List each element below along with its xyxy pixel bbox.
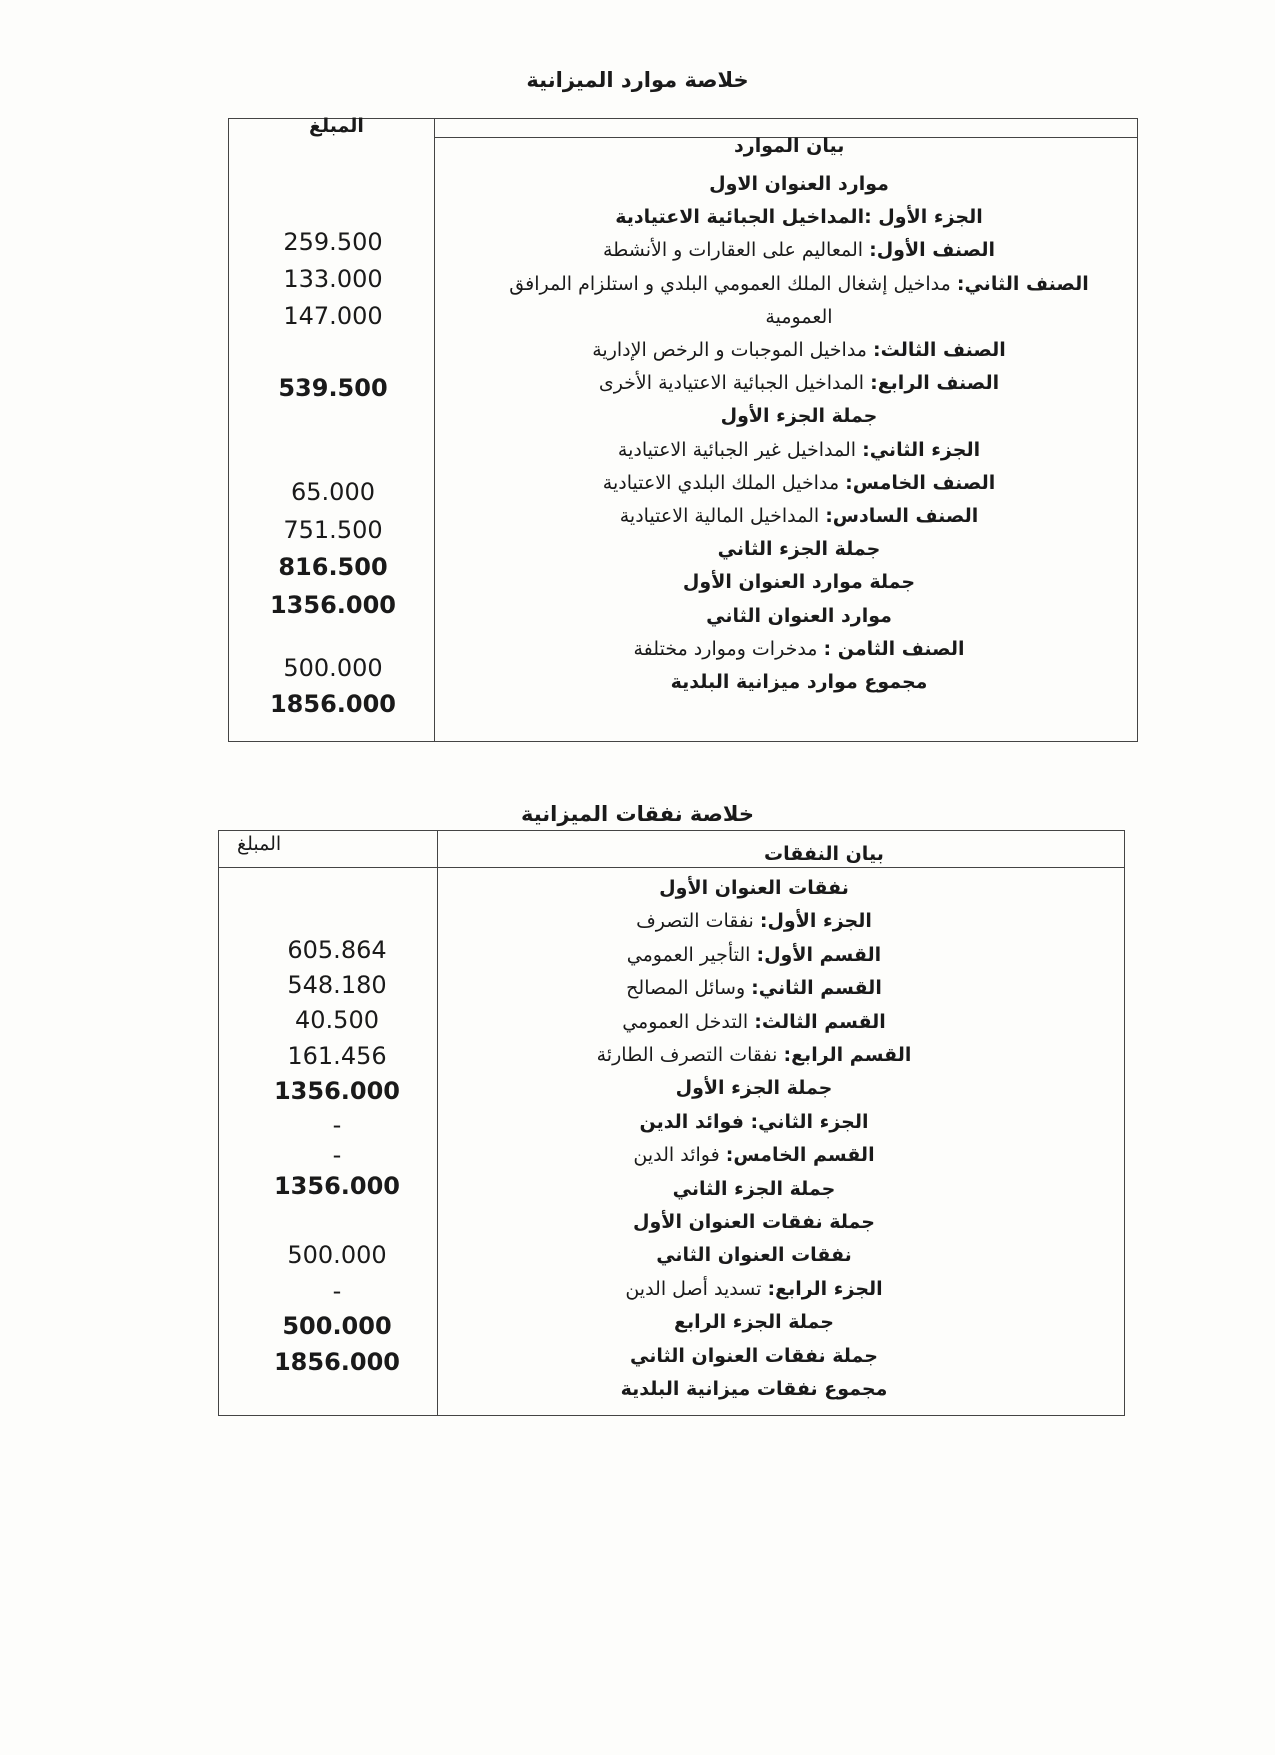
line-label: الصنف السادس: xyxy=(825,505,979,527)
line-label: الصنف الثامن : xyxy=(823,637,965,660)
amount-value: 500.000 xyxy=(283,654,383,682)
line-text: مجموع نفقات ميزانية البلدية xyxy=(620,1378,888,1400)
description-header: بيان الموارد xyxy=(734,135,845,157)
description-line xyxy=(354,1075,1154,1101)
amount-value: 1356.000 xyxy=(273,1077,400,1105)
line-text: جملة الجزء الأول xyxy=(675,1077,833,1100)
line-text: العمومية xyxy=(765,305,833,328)
description-line xyxy=(354,1176,1154,1202)
description-line xyxy=(399,237,1199,263)
line-label: الصنف الخامس: xyxy=(845,471,996,494)
line-text: جملة الجزء الثاني xyxy=(672,1177,836,1200)
line-label: القسم الرابع: xyxy=(783,1044,912,1066)
amount-value: 500.000 xyxy=(287,1241,387,1269)
description-line xyxy=(354,1042,1154,1068)
description-line xyxy=(354,1009,1154,1035)
line-text: جملة موارد العنوان الأول xyxy=(682,571,916,594)
line-text: جملة نفقات العنوان الثاني xyxy=(630,1344,878,1367)
resources-title: خلاصة موارد الميزانية xyxy=(526,68,749,92)
description-line xyxy=(399,470,1199,496)
line-label: القسم الخامس: xyxy=(725,1144,875,1167)
line-label: الصنف الثالث: xyxy=(873,339,1006,361)
line-text: جملة الجزء الأول xyxy=(720,405,878,428)
line-text: المداخيل المالية الاعتيادية xyxy=(619,505,826,527)
line-text: نفقات التصرف xyxy=(636,910,760,933)
amount-header: المبلغ xyxy=(309,115,364,137)
line-text: الجزء الأول :المداخيل الجبائية الاعتيادية xyxy=(615,206,983,229)
line-text: المداخيل الجبائية الاعتيادية الأخرى xyxy=(598,372,871,395)
description-line xyxy=(399,569,1199,595)
line-label: الجزء الأول: xyxy=(759,910,872,933)
description-line xyxy=(354,1142,1154,1168)
description-line xyxy=(399,304,1199,330)
description-line xyxy=(354,875,1154,901)
line-label: الصنف الأول: xyxy=(869,239,996,262)
line-text: جملة نفقات العنوان الأول xyxy=(633,1211,875,1233)
line-text: مداخيل إشغال الملك العمومي البلدي و استلزام المرافق xyxy=(509,272,957,295)
header-divider xyxy=(219,867,1124,868)
amount-header: المبلغ xyxy=(237,833,282,855)
line-label: الصنف الرابع: xyxy=(870,372,1000,395)
line-text: نفقات العنوان الثاني xyxy=(656,1244,852,1267)
line-text: تسديد أصل الدين xyxy=(625,1277,768,1300)
description-line xyxy=(399,271,1199,297)
amount-value: 548.180 xyxy=(287,971,387,999)
line-text: وسائل المصالح xyxy=(626,977,752,1000)
line-label: القسم الأول: xyxy=(756,943,882,966)
description-line xyxy=(399,536,1199,562)
line-text: التدخل العمومي xyxy=(622,1010,755,1033)
description-line xyxy=(354,1343,1154,1369)
description-header: بيان النفقات xyxy=(764,843,884,865)
description-line xyxy=(399,171,1199,197)
line-label: القسم الثالث: xyxy=(754,1010,886,1033)
line-text: جملة الجزء الثاني xyxy=(717,538,881,561)
line-text: المعاليم على العقارات و الأنشطة xyxy=(602,239,870,262)
line-label: الجزء الرابع: xyxy=(767,1277,883,1300)
line-label: الجزء الثاني: xyxy=(862,438,981,461)
line-text: جملة الجزء الرابع xyxy=(674,1311,834,1334)
description-line xyxy=(354,1376,1154,1402)
line-text: فوائد الدين xyxy=(633,1144,726,1167)
description-line xyxy=(354,942,1154,968)
amount-value: 40.500 xyxy=(295,1006,379,1034)
description-line xyxy=(399,370,1199,396)
description-line xyxy=(399,503,1199,529)
description-line xyxy=(354,1309,1154,1335)
description-line xyxy=(399,403,1199,429)
line-text: التأجير العمومي xyxy=(626,943,757,966)
amount-value: 751.500 xyxy=(283,516,383,544)
amount-value: 1856.000 xyxy=(269,690,396,718)
amount-value: 259.500 xyxy=(283,228,383,256)
line-text: مداخيل الموجبات و الرخص الإدارية xyxy=(592,339,874,361)
amount-value: 1356.000 xyxy=(273,1172,400,1200)
line-text: مداخيل الملك البلدي الاعتيادية xyxy=(602,471,846,494)
amount-value: 1856.000 xyxy=(273,1348,400,1376)
line-text: الجزء الثاني: فوائد الدين xyxy=(639,1110,869,1133)
description-line xyxy=(354,975,1154,1001)
description-line xyxy=(354,1109,1154,1135)
expenses-table xyxy=(218,830,1125,1416)
description-line xyxy=(354,1209,1154,1235)
description-line xyxy=(399,337,1199,363)
amount-value: 65.000 xyxy=(291,478,375,506)
line-text: نفقات التصرف الطارئة xyxy=(596,1044,784,1066)
amount-value: 1356.000 xyxy=(269,591,396,619)
amount-value: - xyxy=(332,1111,342,1139)
line-label: القسم الثاني: xyxy=(751,977,882,1000)
description-line xyxy=(354,908,1154,934)
description-line xyxy=(399,437,1199,463)
line-text: موارد العنوان الاول xyxy=(709,173,889,195)
amount-value: 147.000 xyxy=(283,302,383,330)
description-line xyxy=(399,669,1199,695)
amount-value: 816.500 xyxy=(278,553,388,581)
amount-value: - xyxy=(332,1141,342,1169)
amount-value: 500.000 xyxy=(282,1312,392,1340)
resources-table xyxy=(228,115,1138,742)
description-line xyxy=(399,204,1199,230)
description-line xyxy=(399,636,1199,662)
line-label: الصنف الثاني: xyxy=(956,272,1089,295)
amount-value: - xyxy=(332,1277,342,1305)
amount-value: 539.500 xyxy=(278,374,388,402)
description-line xyxy=(399,603,1199,629)
line-text: مدخرات وموارد مختلفة xyxy=(633,637,824,660)
description-line xyxy=(354,1242,1154,1268)
description-line xyxy=(354,1276,1154,1302)
line-text: نفقات العنوان الأول xyxy=(659,877,849,899)
line-text: مجموع موارد ميزانية البلدية xyxy=(670,671,928,693)
amount-value: 605.864 xyxy=(287,936,387,964)
line-text: موارد العنوان الثاني xyxy=(706,604,892,627)
amount-value: 161.456 xyxy=(287,1042,387,1070)
expenses-title: خلاصة نفقات الميزانية xyxy=(520,802,755,826)
line-text: المداخيل غير الجبائية الاعتيادية xyxy=(617,438,863,461)
amount-value: 133.000 xyxy=(283,265,383,293)
